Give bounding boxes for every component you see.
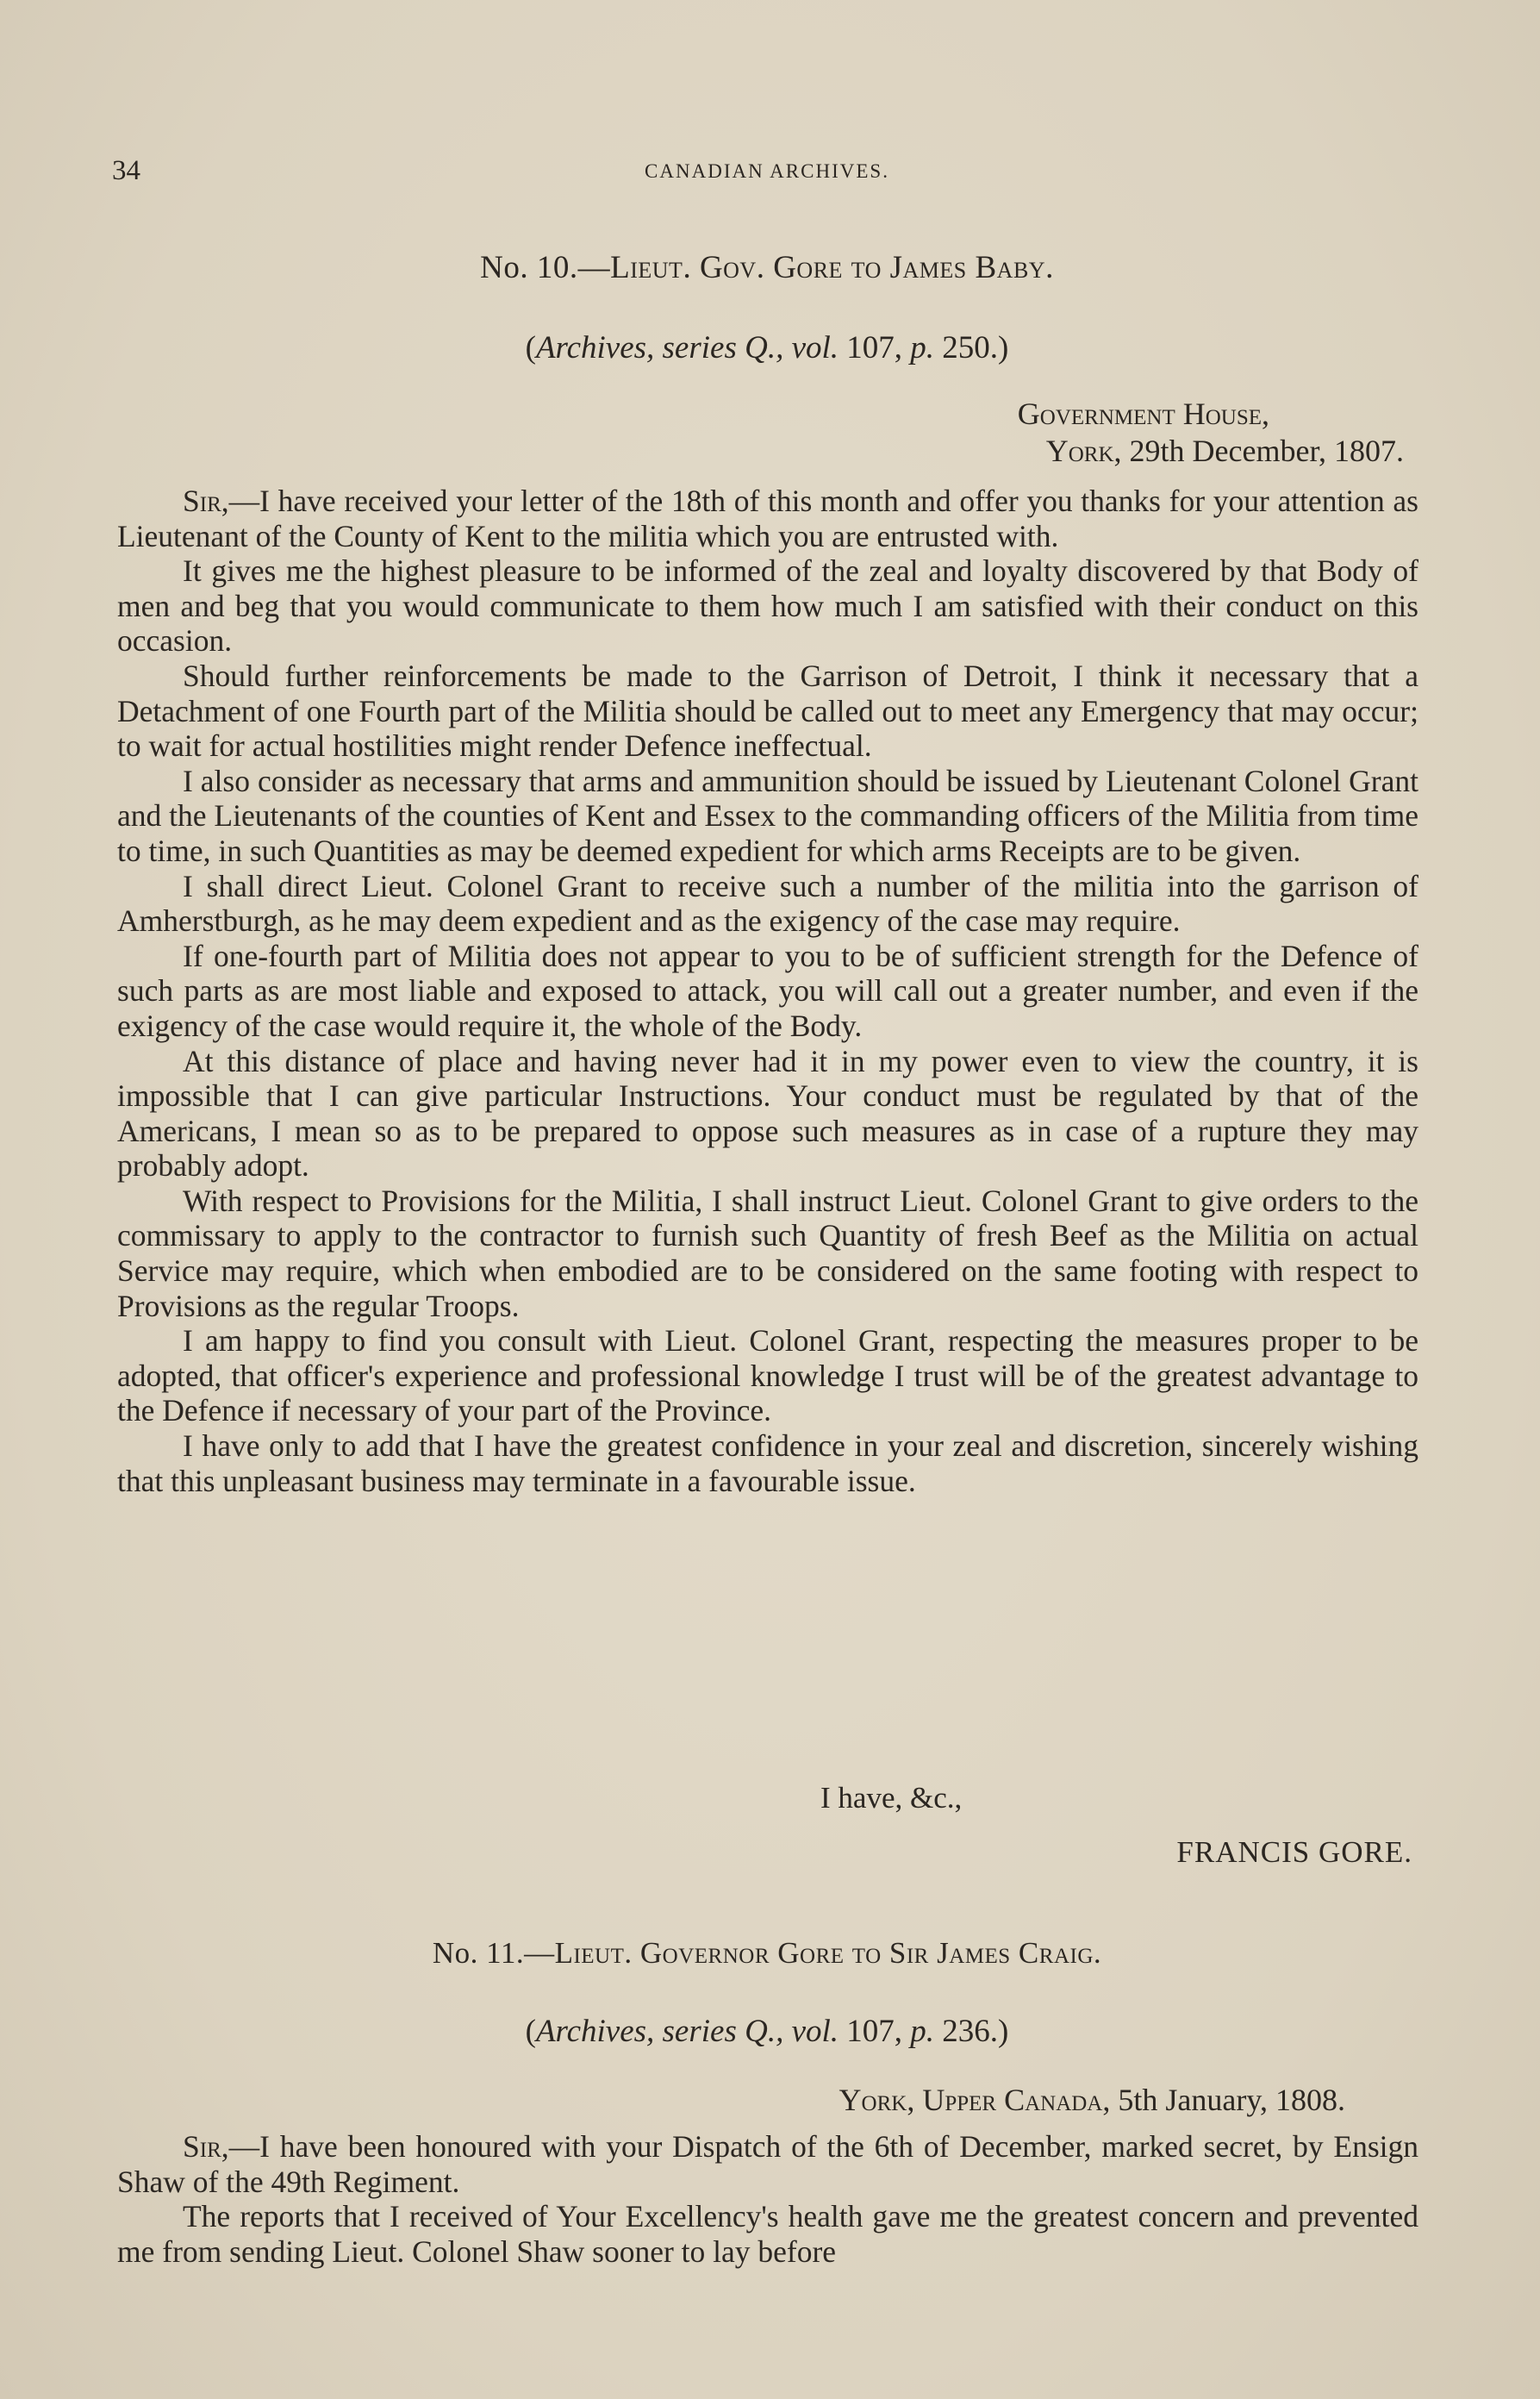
letter-2-dateline bbox=[839, 2084, 1345, 2115]
letter-1-source-page: 250. bbox=[934, 330, 999, 365]
letter-2-date-place: York, Upper Canada bbox=[839, 2083, 1103, 2117]
page-header bbox=[112, 155, 1422, 198]
letter-1-place: Government House, bbox=[1017, 397, 1269, 431]
letter-2-source-page-label: p. bbox=[910, 2014, 935, 2049]
letter-1-paragraph: Should further reinforcements be made to the Garrison of Detroit, I think it necessary that a Detachment of one Fourth part of the Militia should be called out to meet any Emergency that may occur; to wait for actual hostilities might render Defence ineffectual. bbox=[117, 658, 1418, 764]
letter-2-salutation: Sir, bbox=[183, 2129, 229, 2164]
letter-1-date: , 29th December, 1807. bbox=[1113, 434, 1404, 468]
letter-1-paragraph: With respect to Provisions for the Militia, I shall instruct Lieut. Colonel Grant to give orders to the commissary to apply to the contractor to furnish such Quantity of fresh Beef as the Militia on actual Service may require, which when embodied are to be considered on the same footing with respect to Provisions as the regular Troops. bbox=[117, 1183, 1418, 1323]
letter-1-paragraph: I shall direct Lieut. Colonel Grant to receive such a number of the militia into the garrison of Amherstburgh, as he may deem expedient and as the exigency of the case may require. bbox=[117, 868, 1418, 939]
letter-1-paragraph: Sir,—I have received your letter of the 18th of this month and offer you thanks for your attention as Lieutenant of the County of Kent to the militia which you are entrusted with. bbox=[117, 484, 1418, 553]
letter-1-paragraph: I have only to add that I have the greatest confidence in your zeal and discretion, sincerely wishing that this unpleasant business may terminate in a favourable issue. bbox=[117, 1428, 1418, 1498]
letter-2-title bbox=[112, 1938, 1422, 1968]
letter-1-source: (Archives, series Q., vol. 107, p. 250.) bbox=[525, 330, 1009, 365]
letter-1-source-archives: Archives, series Q., vol. bbox=[535, 330, 839, 365]
letter-1-closing: I have, &c., bbox=[820, 1781, 963, 1815]
letter-1-source-page-label: p. bbox=[910, 330, 935, 365]
letter-2-number: No. 11.— bbox=[432, 1936, 555, 1970]
letter-1-body bbox=[117, 484, 1418, 1498]
letter-2-source-volume: 107, bbox=[839, 2014, 911, 2049]
running-head: CANADIAN ARCHIVES. bbox=[645, 160, 889, 182]
letter-1-heading: Lieut. Gov. Gore to James Baby. bbox=[610, 250, 1054, 285]
letter-1-number: No. 10.— bbox=[480, 250, 611, 285]
letter-1-salutation: Sir, bbox=[183, 484, 229, 518]
letter-2-source: (Archives, series Q., vol. 107, p. 236.) bbox=[525, 2014, 1009, 2049]
letter-2-paragraph: Sir,—I have been honoured with your Dispatch of the 6th of December, marked secret, by Ensign Shaw of the 49th Regiment. bbox=[117, 2129, 1418, 2199]
letter-2-source-page: 236. bbox=[934, 2014, 999, 2049]
letter-1-source-volume: 107, bbox=[839, 330, 911, 365]
letter-2-heading: Lieut. Governor Gore to Sir James Craig. bbox=[554, 1936, 1102, 1970]
letter-2-paragraph: The reports that I received of Your Excellency's health gave me the greatest concern and prevented me from sending Lieut. Colonel Shaw sooner to lay before bbox=[117, 2199, 1418, 2269]
letter-2-body bbox=[117, 2129, 1418, 2269]
letter-2-date: , 5th January, 1808. bbox=[1102, 2083, 1345, 2117]
letter-1-paragraph: It gives me the highest pleasure to be informed of the zeal and loyalty discovered by that Body of men and beg that you would communicate to them how much I am satisfied with their conduct on this occasion. bbox=[117, 553, 1418, 659]
letter-2-source-archives: Archives, series Q., vol. bbox=[535, 2014, 839, 2049]
letter-1-paragraph: If one-fourth part of Militia does not appear to you to be of sufficient strength for the Defence of such parts as are most liable and exposed to attack, you will call out a greater number, and even if the exigency of the case would require it, the whole of the Body. bbox=[117, 938, 1418, 1043]
letter-1-title bbox=[112, 252, 1422, 284]
letter-1-paragraph: At this distance of place and having never had it in my power even to view the country, it is impossible that I can give particular Instructions. Your conduct must be regulated by that of the Americans, I mean so as to be prepared to oppose such measures as in case of a rupture they may probably adopt. bbox=[117, 1043, 1418, 1184]
page-number: 34 bbox=[112, 155, 140, 186]
letter-1-signature: FRANCIS GORE. bbox=[1176, 1835, 1412, 1869]
letter-1-date-place: York bbox=[1045, 434, 1114, 468]
letter-1-dateline bbox=[1046, 435, 1404, 466]
letter-1-paragraph: I also consider as necessary that arms and ammunition should be issued by Lieutenant Colonel Grant and the Lieutenants of the counties of Kent and Essex to the commanding officers of the Militia from time to time, in such Quantities as may be deemed expedient for which arms Receipts are to be given. bbox=[117, 763, 1418, 868]
letter-1-paragraph: I am happy to find you consult with Lieut. Colonel Grant, respecting the measures proper to be adopted, that officer's experience and professional knowledge I trust will be of the greatest advantage to the Defence if necessary of your part of the Province. bbox=[117, 1323, 1418, 1428]
